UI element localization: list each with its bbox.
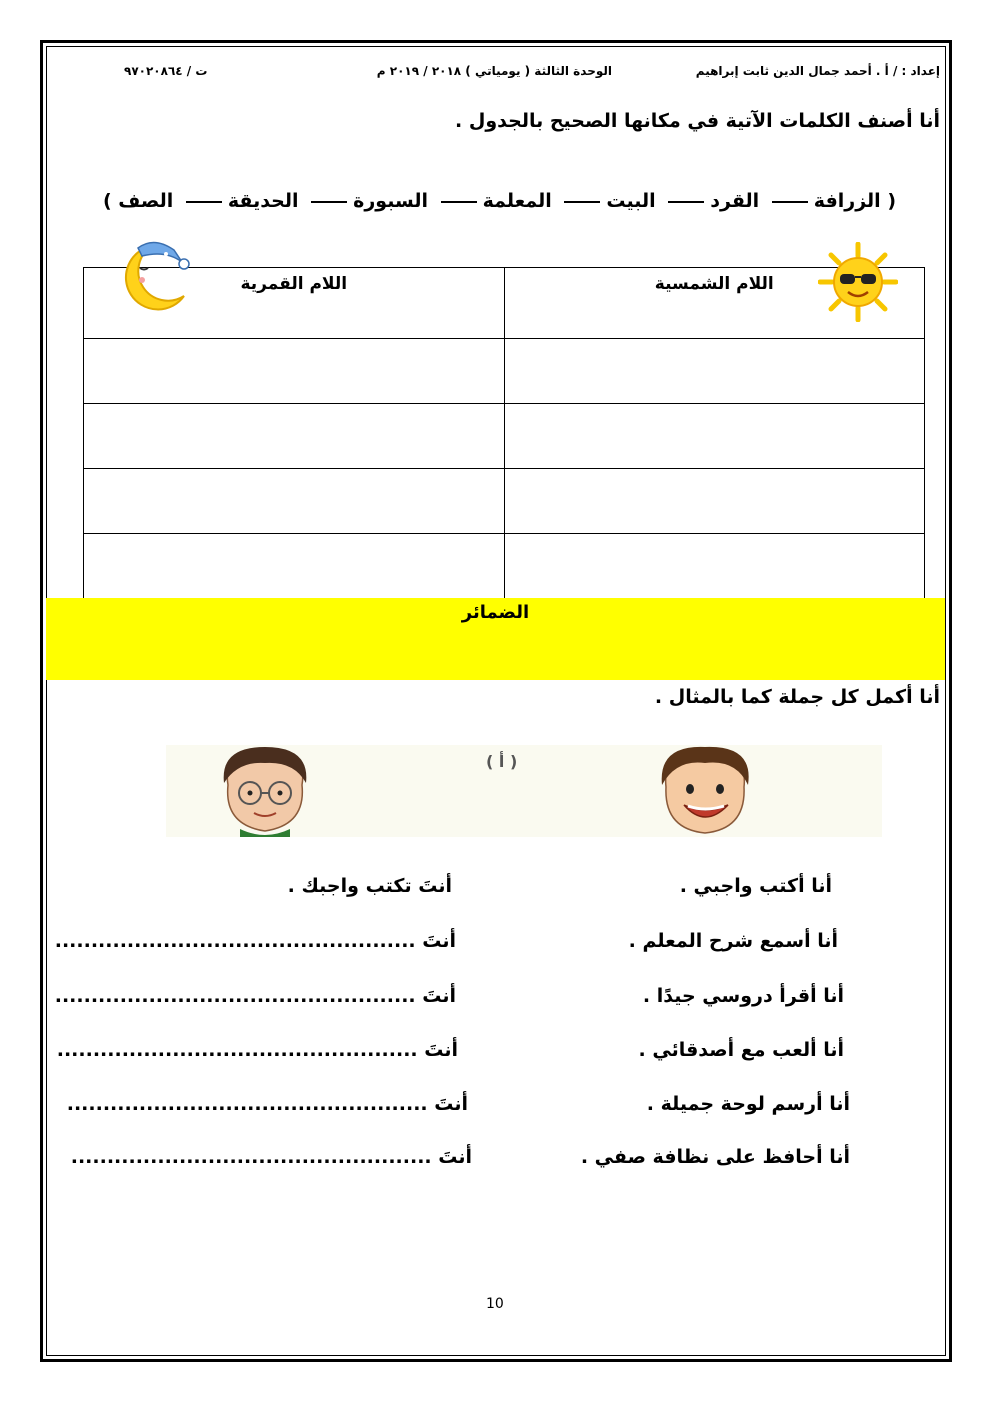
- page-number: 10: [486, 1296, 504, 1312]
- crescent-moon-icon: [116, 238, 200, 312]
- sentence-anta-blank[interactable]: أنتَ ..................................................: [70, 1146, 472, 1168]
- word-bank-close-paren: ): [102, 190, 112, 212]
- sentence-anta-example: أنتَ تكتب واجبك .: [287, 875, 452, 897]
- word-bank-open-paren: (: [887, 190, 896, 212]
- sun-lam-cell[interactable]: [504, 469, 925, 534]
- word-bank-word: الحديقة: [227, 190, 299, 212]
- sentence-anta-blank[interactable]: أنتَ ..................................................: [54, 985, 456, 1007]
- word-bank-word: السبورة: [353, 190, 428, 212]
- word-bank-word: المعلمة: [482, 190, 552, 212]
- moon-lam-cell[interactable]: [84, 469, 505, 534]
- sentence-anta-blank[interactable]: أنتَ ..................................................: [56, 1039, 458, 1061]
- moon-lam-cell[interactable]: [84, 404, 505, 469]
- sun-lam-cell[interactable]: [504, 339, 925, 404]
- header-sun-lam: اللام الشمسية: [504, 268, 925, 339]
- sentence-ana: أنا أرسم لوحة جميلة .: [646, 1093, 850, 1115]
- sun-lam-cell[interactable]: [504, 534, 925, 599]
- exercise2-instruction: أنا أكمل كل جملة كما بالمثال .: [654, 686, 940, 708]
- sentence-ana: أنا أكتب واجبي .: [679, 875, 832, 897]
- sentence-anta-blank[interactable]: أنتَ ..................................................: [66, 1093, 468, 1115]
- header-phone: ت / ٩٧٠٢٠٨٦٤: [124, 64, 208, 78]
- section-title: الضمائر: [461, 602, 530, 623]
- sentence-anta-blank[interactable]: أنتَ ..................................................: [54, 930, 456, 952]
- classification-table: [83, 267, 925, 599]
- word-bank-word: القرد: [710, 190, 760, 212]
- sentence-ana: أنا أسمع شرح المعلم .: [628, 930, 838, 952]
- sun-with-sunglasses-icon: [818, 242, 898, 322]
- header-unit: الوحدة الثالثة ( يومياتي ) ٢٠١٨ / ٢٠١٩ م: [376, 64, 612, 78]
- word-bank-word: الزرافة: [813, 190, 881, 212]
- picture-label: ( أ ): [486, 752, 518, 771]
- header-moon-lam: اللام القمرية: [84, 268, 505, 339]
- sun-lam-cell[interactable]: [504, 404, 925, 469]
- moon-lam-cell[interactable]: [84, 534, 505, 599]
- section-title-band: [46, 598, 945, 680]
- exercise1-instruction: أنا أصنف الكلمات الآتية في مكانها الصحيح بالجدول .: [455, 110, 940, 132]
- sentence-ana: أنا أقرأ دروسي جيدًا .: [642, 985, 844, 1007]
- word-bank: [103, 190, 896, 212]
- boy-with-glasses-icon: [210, 745, 320, 837]
- moon-lam-cell[interactable]: [84, 339, 505, 404]
- smiling-boy-icon: [650, 745, 760, 837]
- word-bank-word: البيت: [606, 190, 656, 212]
- sentence-ana: أنا ألعب مع أصدقائي .: [638, 1039, 844, 1061]
- sentence-ana: أنا أحافظ على نظافة صفي .: [580, 1146, 850, 1168]
- header-author: إعداد : / أ . أحمد جمال الدين ثابت إبراهيم: [695, 64, 940, 78]
- word-bank-word: الصف: [118, 190, 174, 212]
